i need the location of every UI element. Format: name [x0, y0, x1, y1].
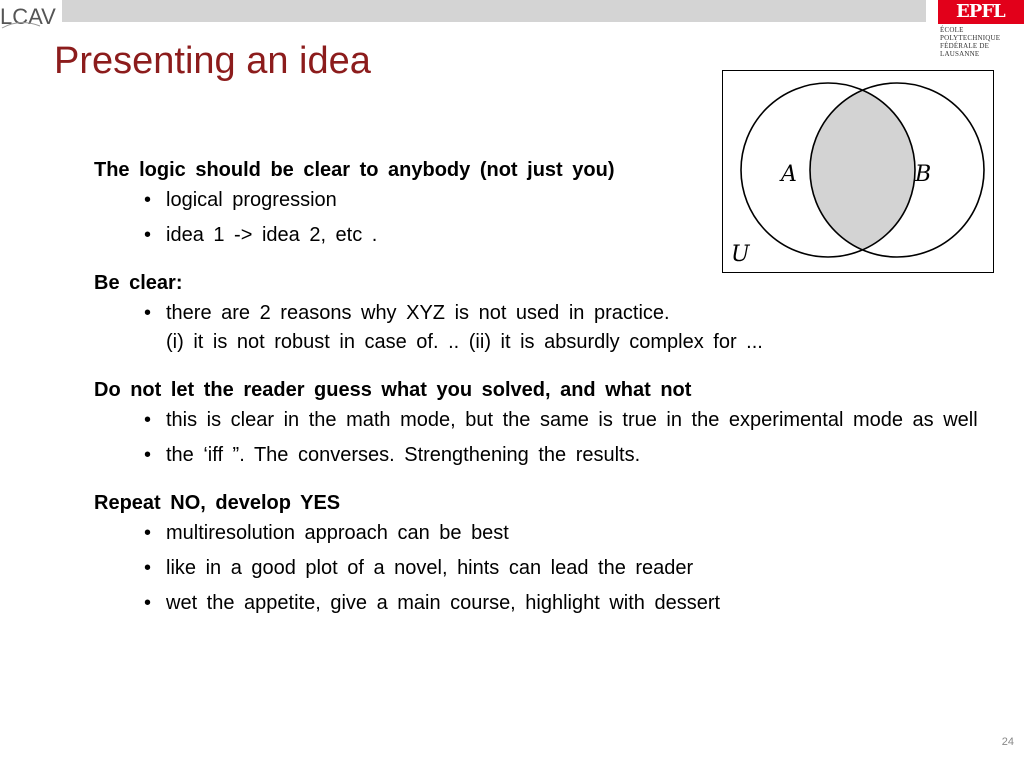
sub-point: (i) it is not robust in case of. .. (ii) it is absurdly complex for ...	[166, 331, 763, 353]
lcav-logo	[0, 0, 62, 32]
section-heading: Do not let the reader guess what you solved, and what not	[94, 379, 692, 401]
slide-body	[94, 154, 988, 635]
list-item: • multiresolution approach can be best	[94, 519, 988, 548]
venn-label-a: A	[781, 162, 797, 187]
list-item: • there are 2 reasons why XYZ is not used in practice. (i) it is not robust in case of. .. (ii) it is absurdly complex for ...	[94, 299, 956, 357]
section-logic	[94, 154, 988, 250]
page-number: 24	[1001, 736, 1014, 748]
bullet-icon: •	[144, 224, 152, 246]
list-item: • this is clear in the math mode, but the same is true in the experimental mode as well	[94, 406, 988, 435]
section-be-clear	[94, 267, 988, 357]
bullet-icon: •	[144, 522, 152, 544]
list-item: • logical progression	[94, 186, 988, 215]
section-heading: Be clear:	[94, 272, 183, 294]
section-heading: Repeat NO, develop YES	[94, 492, 341, 514]
bullet-icon: •	[144, 557, 152, 579]
bullet-icon: •	[144, 444, 152, 466]
lcav-logo-text: LCAV	[0, 4, 56, 29]
venn-label-u: U	[731, 242, 750, 267]
epfl-logo-sub-1: ÉCOLE POLYTECHNIQUE	[940, 26, 1001, 42]
epfl-logo-sub-2: FÉDÉRALE DE LAUSANNE	[940, 42, 990, 58]
bullet-icon: •	[144, 592, 152, 614]
bullet-icon: •	[144, 189, 152, 211]
list-item: • the ‘iff ”. The converses. Strengthening the results.	[94, 441, 988, 470]
slide-title: Presenting an idea	[54, 40, 371, 82]
section-reader-guess	[94, 374, 988, 470]
epfl-logo-mark: EPFL	[956, 1, 1005, 22]
header-bar	[62, 0, 926, 22]
list-item: • like in a good plot of a novel, hints can lead the reader	[94, 554, 988, 583]
list-item: • wet the appetite, give a main course, highlight with dessert	[94, 589, 988, 618]
venn-label-b: B	[915, 162, 932, 187]
bullet-icon: •	[144, 302, 152, 324]
epfl-logo	[938, 0, 1024, 58]
bullet-icon: •	[144, 409, 152, 431]
section-heading: The logic should be clear to anybody (not just you)	[94, 159, 615, 181]
section-repeat-develop	[94, 487, 988, 618]
list-item: • idea 1 -> idea 2, etc .	[94, 221, 988, 250]
